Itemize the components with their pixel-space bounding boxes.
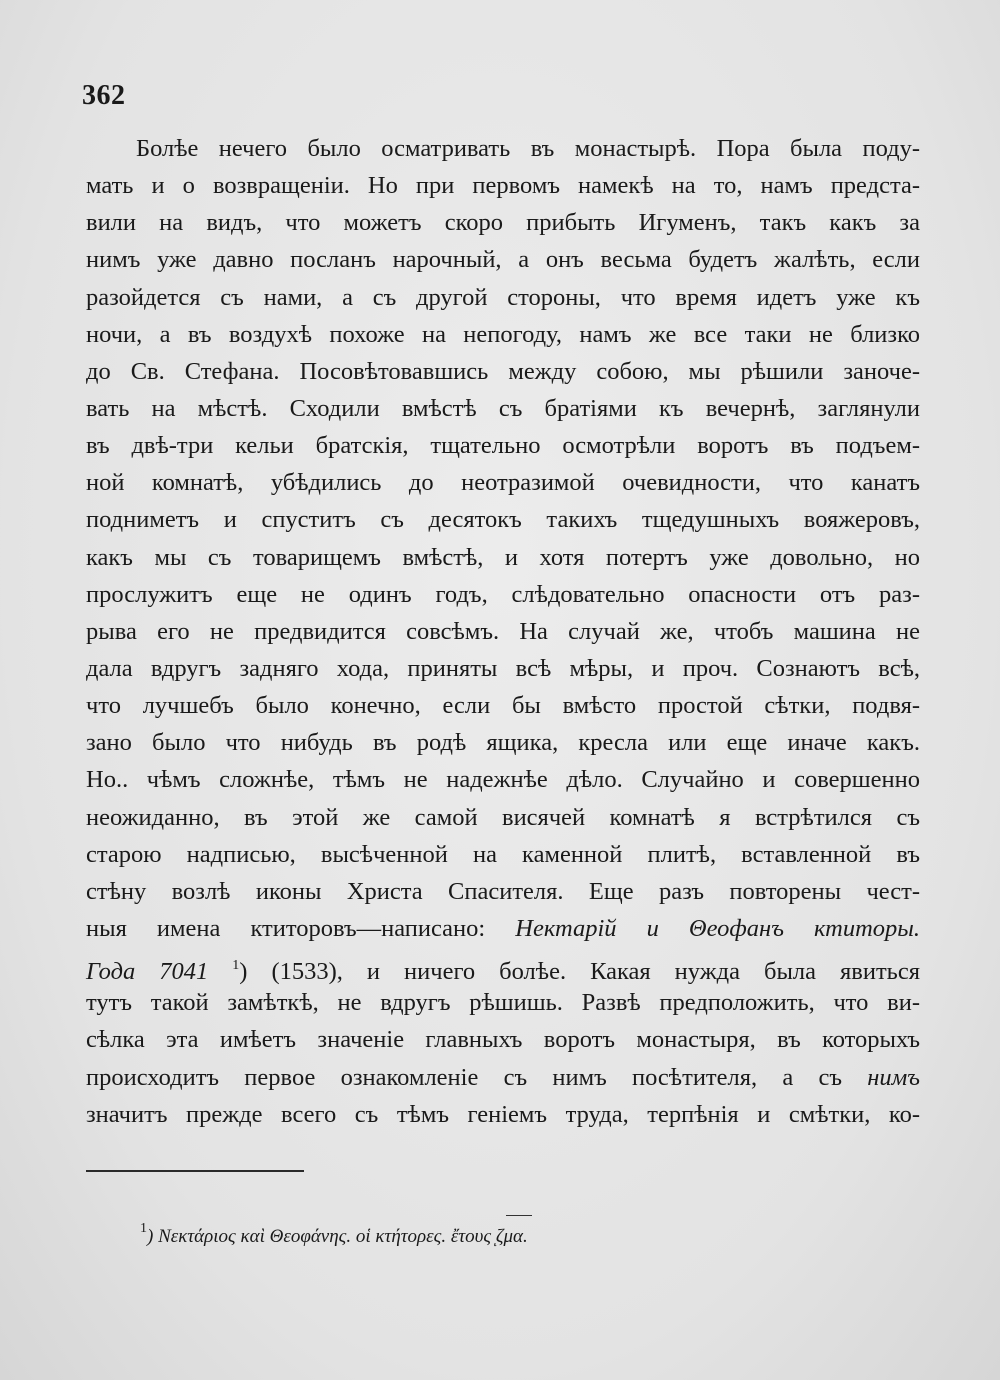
text-line: значитъ прежде всего съ тѣмъ геніемъ труда, терпѣнія и смѣтки, ко- bbox=[86, 1100, 920, 1128]
text-line: разойдется съ нами, а съ другой стороны, что время идетъ уже къ bbox=[86, 283, 920, 311]
inscription-italic: Нектарій и Θеофанъ ктиторы. bbox=[515, 914, 920, 942]
body-text bbox=[86, 130, 920, 1133]
text-line: какъ мы съ товарищемъ вмѣстѣ, и хотя потертъ уже довольно, но bbox=[86, 543, 920, 571]
text-line: мать и о возвращеніи. Но при первомъ намекѣ на то, намъ предста- bbox=[86, 172, 920, 200]
text-line: зано было что нибудь въ родѣ ящика, кресла или еще иначе какъ. bbox=[86, 729, 920, 757]
footnote-text: ) Νεκτάριος καὶ Θεοφάνης. οἱ κτήτορες. ἔτους bbox=[147, 1226, 496, 1247]
footnote-ref: 1 bbox=[232, 958, 240, 974]
text-line: въ двѣ-три кельи братскія, тщательно осмотрѣли воротъ въ подъем- bbox=[86, 432, 920, 460]
text-line: Болѣе нечего было осматривать въ монастырѣ. Пора была поду- bbox=[136, 135, 920, 162]
text-line: Но.. чѣмъ сложнѣе, тѣмъ не надежнѣе дѣло. Случайно и совершенно bbox=[86, 766, 920, 794]
footnote-marker: 1 bbox=[140, 1221, 147, 1236]
text-line: стѣну возлѣ иконы Христа Спасителя. Еще разъ повторены чест- bbox=[86, 877, 920, 905]
text-line: ныя имена ктиторовъ—написано: Нектарій и Θеофанъ ктиторы. bbox=[86, 914, 920, 942]
text-line: сѣлка эта имѣетъ значеніе главныхъ воротъ монастыря, въ которыхъ bbox=[86, 1026, 920, 1054]
text-line: вили на видъ, что можетъ скоро прибыть Игуменъ, такъ какъ за bbox=[86, 209, 920, 237]
text-line: вать на мѣстѣ. Сходили вмѣстѣ съ братіями къ вечернѣ, заглянули bbox=[86, 394, 920, 422]
text-line: неожиданно, въ этой же самой висячей комнатѣ я встрѣтился съ bbox=[86, 803, 920, 831]
text-line: что лучшебъ было конечно, если бы вмѣсто простой сѣтки, подвя- bbox=[86, 692, 920, 720]
page-number: 362 bbox=[82, 80, 126, 111]
footnote-divider bbox=[86, 1170, 304, 1172]
text-line: дала вдругъ задняго хода, приняты всѣ мѣры, и проч. Сознаютъ всѣ, bbox=[86, 654, 920, 682]
inscription-year-italic: Года 7041 bbox=[86, 958, 209, 986]
text-line: до Св. Стефана. Посовѣтовавшись между собою, мы рѣшили заноче- bbox=[86, 357, 920, 385]
emphasis-italic: нимъ bbox=[867, 1063, 920, 1091]
text-line: прослужитъ еще не одинъ годъ, слѣдовательно опасности отъ раз- bbox=[86, 580, 920, 608]
text-line: старою надписью, высѣченной на каменной плитѣ, вставленной въ bbox=[86, 840, 920, 868]
text-line: ночи, а въ воздухѣ похоже на непогоду, намъ же все таки не близко bbox=[86, 320, 920, 348]
text-line: происходитъ первое ознакомленіе съ нимъ посѣтителя, а съ нимъ bbox=[86, 1063, 920, 1091]
footnote bbox=[140, 1215, 528, 1251]
text-line: ной комнатѣ, убѣдились до неотразимой очевидности, что канатъ bbox=[86, 469, 920, 497]
footnote-year: ͅζμα. bbox=[496, 1223, 528, 1251]
text-line: тутъ такой замѣткѣ, не вдругъ рѣшишь. Развѣ предположить, что ви- bbox=[86, 989, 920, 1017]
text-line: нимъ уже давно посланъ нарочный, а онъ весьма будетъ жалѣть, если bbox=[86, 246, 920, 274]
text-line: рыва его не предвидится совсѣмъ. На случай же, чтобъ машина не bbox=[86, 617, 920, 645]
text-line: подниметъ и спуститъ съ десятокъ такихъ тщедушныхъ вояжеровъ, bbox=[86, 506, 920, 534]
text-line: Года 7041 $^1$) (1533), и ничего болѣе. Какая нужда была явиться bbox=[86, 958, 920, 986]
